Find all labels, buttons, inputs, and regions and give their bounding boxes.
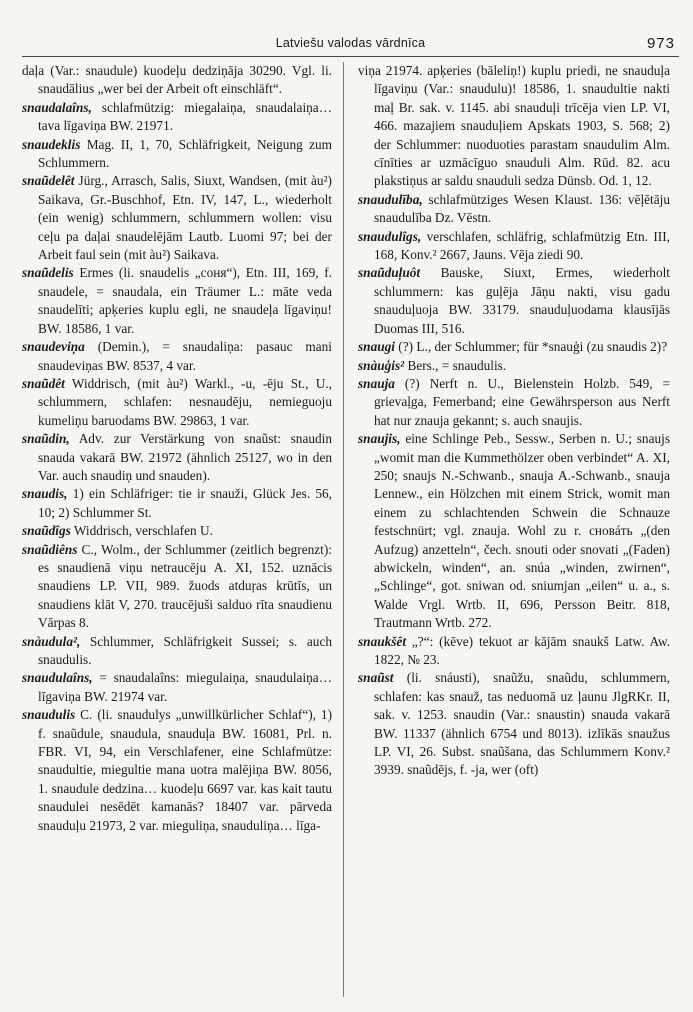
entry-snauduliba: snaudulība, schlafmütziges Wesen Klaust. 136: vēļētāju snaudulība Dz. Vēstn. xyxy=(358,191,670,226)
headword: snaũdîgs xyxy=(22,523,71,539)
headword: snaũdiêns xyxy=(22,541,78,557)
headword: snauja xyxy=(358,375,395,391)
entry-snaudiens: snaũdiêns C., Wolm., der Schlummer (zeitlich begrenzt): es snaudienā viņu netraucēju A. XI, 152. uznācis snaudiens LP. VII, 989. žuods atduŗas krūtīs, un snaudiens klāt V, 270. traucējuši salduo rīta snaudienu Vārpas 8. xyxy=(22,541,332,631)
headword: snaũdêt xyxy=(22,375,65,391)
running-title: Latviešu valodas vārdnīca xyxy=(275,36,426,50)
headword: snaudulis xyxy=(22,707,76,723)
headword: snàuģis² xyxy=(358,357,405,373)
headword: snaudulība, xyxy=(358,191,423,207)
entry-snaudevina: snaudeviņa (Demin.), = snaudaliņa: pasauc mani snaudeviņas BW. 8537, 4 var. xyxy=(22,339,332,373)
headword: snaudulîgs, xyxy=(358,228,422,244)
entry-snaugis: snàuģis² Bers., = snaudulis. xyxy=(358,357,507,373)
entry-snaust: snaũst (li. snáusti), snaũžu, snaũdu, schlummern, schlafen: kas snauž, tas neduomā uz ļaunu JlgRKr. II, sak. v. 1253. snaudin (Var.: snaustin) snauda vakarā BW. 11337 (ähnlich 6754 und 8013). izlīkās snaužus LP. VI, 26. Subst. snaũšana, das Schlummern Konv.² 3939. snaũdējs, f. -ja, wer (oft) xyxy=(358,670,670,778)
headword: snaũst xyxy=(358,670,394,686)
entry-snaudalains: snaudalaîns, schlafmützig: miegalaiņa, snaudalaiņa… tava līgaviņa BW. 21971. xyxy=(22,99,332,134)
headword: snaudis, xyxy=(22,486,68,502)
headword: snaudulaîns, xyxy=(22,670,93,686)
entry-snaudeklis: snaudeklis Mag. II, 1, 70, Schläfrigkeit, Neigung zum Schlummern. xyxy=(22,136,332,171)
entry-snaudelis: snaũdelis Ermes (li. snaudelis „соня“), Etn. III, 169, f. snaudele, = snaudala, ein Träumer L.: māte veda snaudelīti; apķeries kuplu egli, ne snaudeļa līgaviņu! BW. 18586, 1 var. xyxy=(22,265,332,336)
entry-snauduluot: snaũduļuôt Bauske, Siuxt, Ermes, wiederholt schlummern: kas guļēja Jāņu nakti, visu gadu snauduļuoja BW. 33179. snauduļuodama klausījās Duomas III, 516. xyxy=(358,265,670,336)
headword: snaũdin, xyxy=(22,431,70,447)
headword: snaũduļuôt xyxy=(358,265,421,281)
page-number: 973 xyxy=(646,35,675,52)
headword: snàudula², xyxy=(22,633,81,649)
headword: snaugi xyxy=(358,339,395,355)
headword: snaũdelêt xyxy=(22,173,75,189)
entry-snaudulis: snaudulis C. (li. snaudulys „unwillkürlicher Schlaf“), 1) f. snaũdule, snaudula, snauduļa BW. 16081, Prl. n. FBR. VI, 94, ein Verschlafener, eine Schlafmütze: snaudultie, miegultie mana uotra malējiņa BW. 8056, 1. snaudule dedzina… kuodeļu 6697 var. kas kait tautu snaudulei nesēdēt kamanās? 18407 var. pārveda snauduļu 21973, 2 var. mieguliņa, snauduliņa… līga- xyxy=(22,707,332,833)
entry-snaugi: snaugi (?) L., der Schlummer; für *snauģi (zu snaudis 2)? xyxy=(358,339,668,355)
entry-snaudigs: snaũdîgs Widdrisch, verschlafen U. xyxy=(22,523,213,539)
entry-snauduligs: snaudulîgs, verschlafen, schläfrig, schlafmützig Etn. III, 168, Konv.² 2667, Jauns. Vēja ziedi 90. xyxy=(358,228,670,263)
entry-continuation: viņa 21974. apķeries (bāleliņ!) kuplu priedi, ne snauduļa līgaviņu (Var.: snaudulu)! 18586, 1. snaudultie nakti maļ Br. sak. v. 1145. abi snauduļi trīcēja vien LP. VI, 466. mazajiem snauduļiem Apskats 1903, S. 568; 2) der Schlummer: nuoduoties parastam snaudulim Alm. cīnīties ar uzmācīguo snauduli Alm. Rūd. 82. acu plakstiņus ar saldu snauduli sedza Dünsb. Od. 1, 12. xyxy=(358,63,670,189)
entry-continuation: daļa (Var.: snaudule) kuodeļu dedziņāja 30290. Vgl. li. snaudālius „wer bei der Arbeit oft einschläft“. xyxy=(22,63,332,97)
headword: snaudalaîns, xyxy=(22,99,92,115)
entry-snaujis: snaujis, eine Schlinge Peb., Sessw., Serben n. U.; snaujs „womit man die Kummethölzer oben verbindet“ A. XI, 250; snaujs N.-Schwanb., snauja A.-Schwanb., snauja Lennew., ein Hölzchen mit einem Strick, womit man einem zu schlachtenden Schwein die Schnauze festschnürt; vgl. znauja. Wohl zu r. сновáть „(den Aufzug) anzetteln“, čech. snouti oder snovati „(Faden) abwickeln, winden“, an. snúa „winden, zwirnen“, „Schlinge“, got. sniwan od. sniumjan „eilen“ u. a., s. Walde Vrgl. Wrtb. II, 696, Persson Beitr. 818, Trautmann Wrtb. 272. xyxy=(358,431,670,631)
entry-snaudelet: snaũdelêt Jürg., Arrasch, Salis, Siuxt, Wandsen, (mit àu²) Saikava, Gr.-Buschhof, Etn. IV, 147, L., wiederholt (ein wenig) schlummern, schlummern wollen: visu ceļu pa daļai snaudelējām Lautb. Luomi 97; bei der Arbeit faul sein (mit àu²) Saikava. xyxy=(22,173,332,263)
entry-snaudet: snaũdêt Widdrisch, (mit àu²) Warkl., -u, -ēju St., U., schlummern, schlafen: nesnaudēju, nemieguoju kumeliņu baruodams BW. 29863, 1 var. xyxy=(22,375,332,428)
column-divider xyxy=(343,62,344,997)
page-header xyxy=(22,30,679,57)
headword: snaudeviņa xyxy=(22,339,85,355)
entry-snaudula: snàudula², Schlummer, Schläfrigkeit Sussei; s. auch snaudulis. xyxy=(22,633,332,667)
right-column xyxy=(358,62,670,997)
entry-snaudulains: snaudulaîns, = snaudalaîns: miegulaiņa, snaudulaiņa… līgaviņa BW. 21974 var. xyxy=(22,670,332,704)
entry-snaudis: snaudis, 1) ein Schläfriger: tie ir snauži, Glück Jes. 56, 10; 2) Schlummer St. xyxy=(22,486,332,520)
left-column xyxy=(22,62,332,997)
headword: snaudeklis xyxy=(22,136,81,152)
headword: snaujis, xyxy=(358,431,401,447)
entry-snauksit: snaukšêt „?“: (kēve) tekuot ar kājām snaukš Latw. Aw. 1822, № 23. xyxy=(358,633,670,667)
entry-snaudin: snaũdin, Adv. zur Verstärkung von snaũst: snaudin snauda vakarā BW. 21972 (ähnlich 25127, wo in den Var. auch snaudiņ und snauden). xyxy=(22,431,332,483)
entry-snauja: snauja (?) Nerft n. U., Bielenstein Holzb. 549, = grievaļga, Femerband; eine Gewährsperson aus Nerft hat nur znauja gekannt; s. auch snaujis. xyxy=(358,375,670,428)
headword: snaũdelis xyxy=(22,265,74,281)
headword: snaukšêt xyxy=(358,633,407,649)
